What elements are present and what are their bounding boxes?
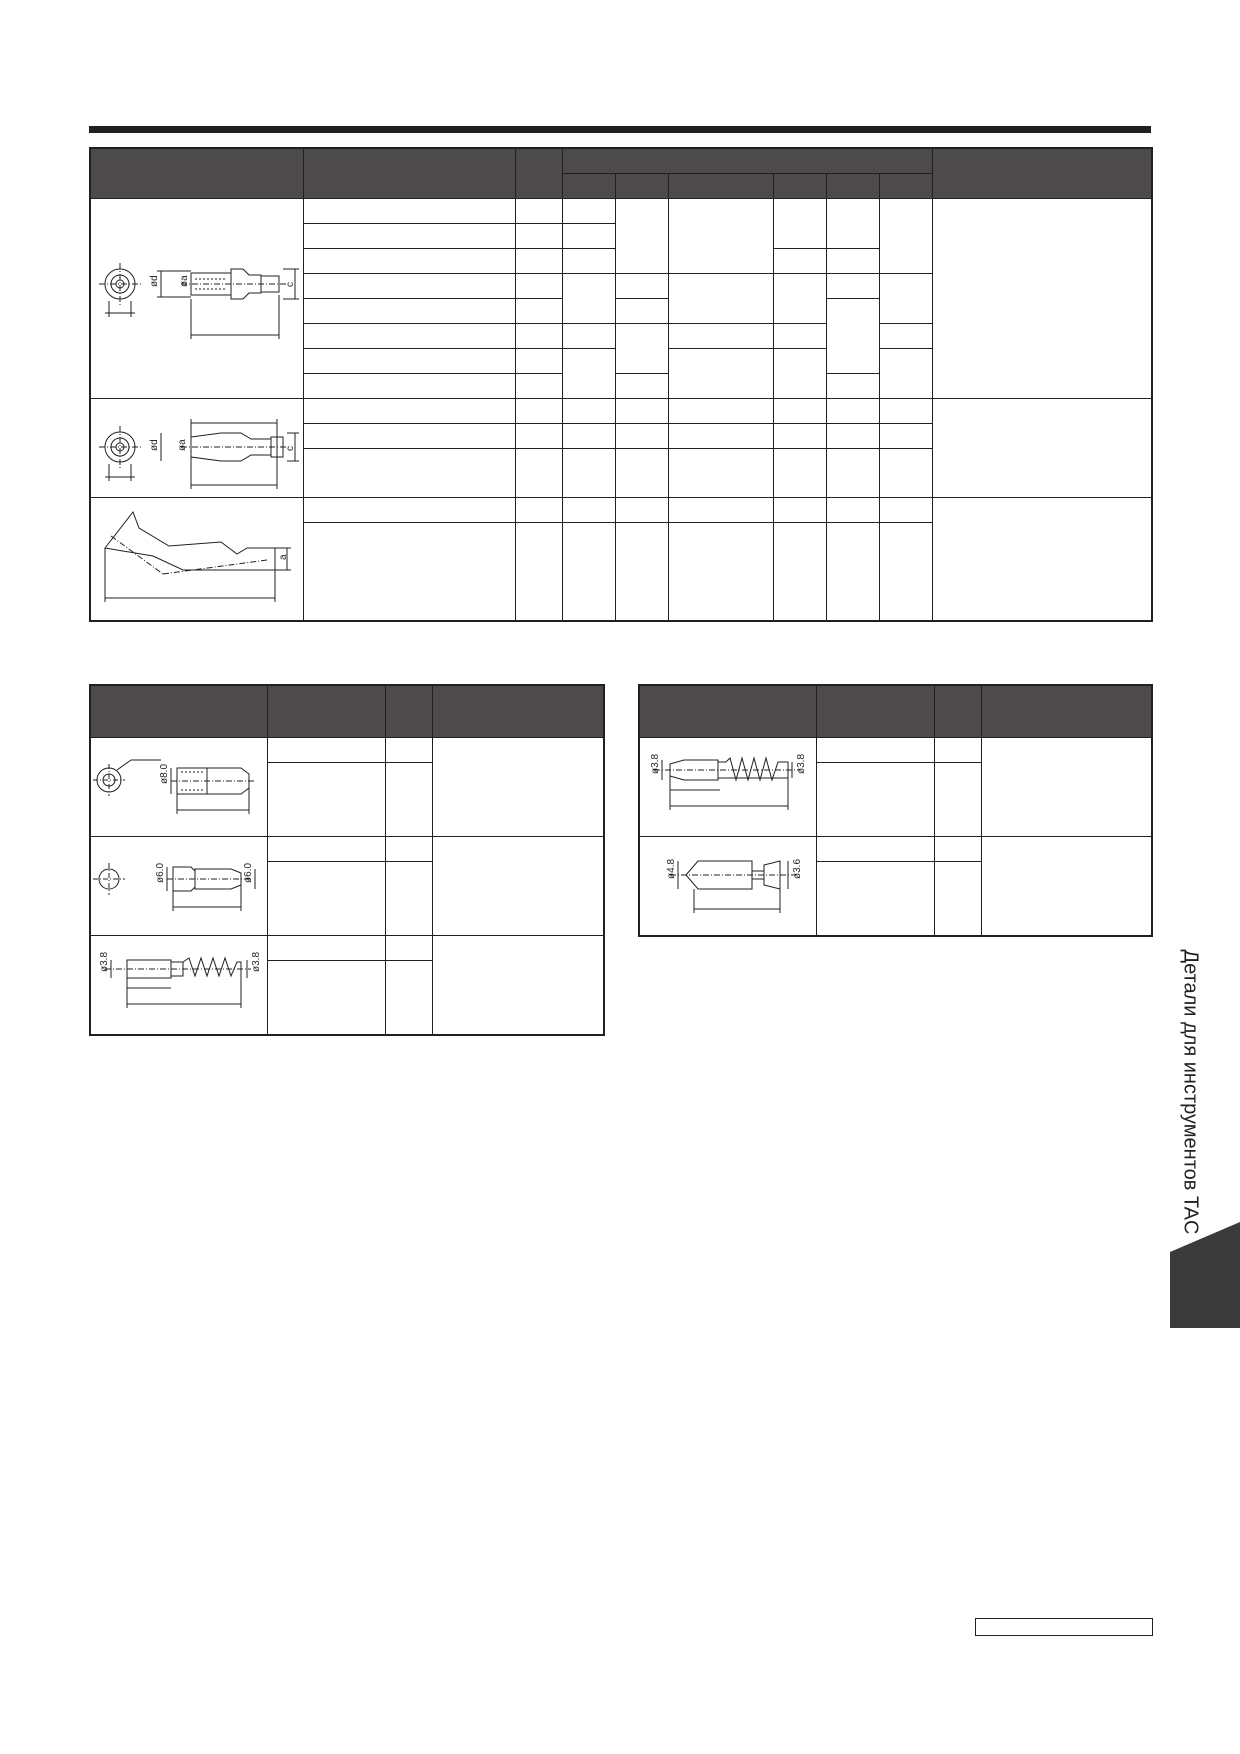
table-cell xyxy=(267,737,385,762)
table-cell xyxy=(816,861,934,935)
drawing-cell-2 xyxy=(90,398,303,497)
table-cell xyxy=(267,960,385,1034)
drawing-cell-1 xyxy=(90,198,303,398)
table-cell xyxy=(934,762,981,836)
header-subcell xyxy=(668,173,773,198)
dim-label: ød xyxy=(149,275,160,287)
table-cell xyxy=(981,836,1152,936)
drawing-cell-l1 xyxy=(90,737,267,836)
table-cell xyxy=(668,497,773,522)
part-drawing-2 xyxy=(91,399,302,497)
table-cell xyxy=(515,198,562,223)
table-cell xyxy=(267,935,385,960)
table-cell xyxy=(562,522,615,620)
part-drawing-1 xyxy=(91,199,302,397)
table-cell xyxy=(932,398,1152,497)
header-subcell xyxy=(615,173,668,198)
table-cell xyxy=(668,198,773,273)
part-drawing-3 xyxy=(91,498,302,620)
table-cell xyxy=(303,223,515,248)
drawing-cell-3 xyxy=(90,497,303,621)
table-cell xyxy=(303,398,515,423)
table-cell xyxy=(562,423,615,448)
section-title-text: Детали для инструментов TAC xyxy=(1179,949,1202,1235)
table-cell xyxy=(303,497,515,522)
table-cell xyxy=(562,198,615,223)
table-cell xyxy=(668,348,773,398)
table-cell xyxy=(303,298,515,323)
table-cell xyxy=(879,497,932,522)
table-cell xyxy=(826,198,879,248)
table-cell xyxy=(303,323,515,348)
table-cell xyxy=(562,273,615,323)
table-cell xyxy=(385,861,432,935)
dim-label: ød xyxy=(149,438,160,451)
dim-label: ø6.0 xyxy=(243,862,254,883)
table-cell xyxy=(615,423,668,448)
table-cell xyxy=(773,198,826,248)
drawing-cell-l2 xyxy=(90,836,267,935)
table-cell xyxy=(432,935,604,1035)
table-cell xyxy=(303,423,515,448)
drawing-cell-l3 xyxy=(90,935,267,1035)
table-cell xyxy=(934,737,981,762)
table-cell xyxy=(826,497,879,522)
header-group-cell xyxy=(562,148,932,173)
part-drawing-l1 xyxy=(91,738,266,836)
table-cell xyxy=(562,248,615,273)
table-cell xyxy=(668,423,773,448)
header-subcell xyxy=(826,173,879,198)
table-cell xyxy=(773,448,826,497)
table-cell xyxy=(615,398,668,423)
table-cell xyxy=(515,348,562,373)
table-cell xyxy=(562,398,615,423)
dim-label: øa xyxy=(179,275,190,287)
dim-label: c xyxy=(285,445,296,451)
dim-label: a xyxy=(278,553,289,560)
dim-label: ø3.8 xyxy=(796,753,807,774)
table-cell xyxy=(773,398,826,423)
table-cell xyxy=(879,198,932,273)
section-tab-shape xyxy=(1170,1222,1240,1328)
header-cell xyxy=(981,685,1152,737)
header-subcell xyxy=(773,173,826,198)
header-cell xyxy=(816,685,934,737)
header-cell xyxy=(432,685,604,737)
table-cell xyxy=(515,398,562,423)
part-drawing-r1 xyxy=(640,738,815,836)
table-cell xyxy=(385,935,432,960)
table-cell xyxy=(668,522,773,620)
dim-label: ø3.8 xyxy=(650,753,661,774)
table-cell xyxy=(826,273,879,298)
table-cell xyxy=(879,398,932,423)
table-cell xyxy=(981,737,1152,836)
dim-label: ø4.8 xyxy=(666,858,677,879)
table-cell xyxy=(826,398,879,423)
table-cell xyxy=(932,497,1152,621)
dim-label: ø3.6 xyxy=(792,858,803,879)
dim-label: øa xyxy=(177,438,188,451)
header-cell xyxy=(934,685,981,737)
header-cell xyxy=(303,148,515,198)
table-cell xyxy=(303,248,515,273)
table-cell xyxy=(879,323,932,348)
table-cell xyxy=(668,448,773,497)
table-cell xyxy=(515,223,562,248)
header-cell xyxy=(385,685,432,737)
table-cell xyxy=(515,497,562,522)
section-title-vertical xyxy=(1170,949,1210,1235)
table-cell xyxy=(773,248,826,273)
table-cell xyxy=(303,198,515,223)
right-parts-table xyxy=(638,684,1153,937)
left-parts-table xyxy=(89,684,605,1036)
table-cell xyxy=(826,448,879,497)
table-cell xyxy=(615,198,668,273)
header-cell xyxy=(932,148,1152,198)
table-cell xyxy=(773,323,826,348)
table-cell xyxy=(879,423,932,448)
dim-label: ø3.8 xyxy=(251,951,262,972)
table-cell xyxy=(303,448,515,497)
table-cell xyxy=(515,298,562,323)
table-cell xyxy=(668,323,773,348)
table-cell xyxy=(826,298,879,373)
table-cell xyxy=(826,248,879,273)
header-subcell xyxy=(562,173,615,198)
part-drawing-l2 xyxy=(91,837,266,935)
table-cell xyxy=(668,398,773,423)
header-subcell xyxy=(879,173,932,198)
table-cell xyxy=(385,762,432,836)
table-cell xyxy=(267,762,385,836)
table-cell xyxy=(515,522,562,620)
table-cell xyxy=(432,737,604,836)
table-cell xyxy=(515,423,562,448)
table-cell xyxy=(615,298,668,323)
table-cell xyxy=(515,248,562,273)
table-cell xyxy=(385,836,432,861)
table-cell xyxy=(816,762,934,836)
table-cell xyxy=(303,273,515,298)
table-cell xyxy=(562,448,615,497)
table-cell xyxy=(303,348,515,373)
table-cell xyxy=(267,836,385,861)
table-cell xyxy=(826,423,879,448)
drawing-cell-r1 xyxy=(639,737,816,836)
page-number-box xyxy=(975,1618,1153,1636)
table-cell xyxy=(932,198,1152,398)
dim-label: c xyxy=(285,282,296,287)
table-cell xyxy=(879,273,932,323)
table-cell xyxy=(562,323,615,348)
table-cell xyxy=(562,497,615,522)
table-cell xyxy=(773,273,826,323)
top-rule xyxy=(89,126,1151,133)
table-cell xyxy=(615,373,668,398)
table-cell xyxy=(773,522,826,620)
table-cell xyxy=(562,223,615,248)
header-cell xyxy=(90,685,267,737)
table-cell xyxy=(615,273,668,298)
header-cell xyxy=(267,685,385,737)
table-cell xyxy=(515,373,562,398)
table-cell xyxy=(515,323,562,348)
section-tab xyxy=(1170,1222,1240,1328)
dim-label: ø6.0 xyxy=(155,862,166,883)
table-cell xyxy=(934,836,981,861)
table-cell xyxy=(303,522,515,620)
table-cell xyxy=(934,861,981,935)
table-cell xyxy=(385,960,432,1034)
table-cell xyxy=(826,373,879,398)
table-cell xyxy=(773,423,826,448)
header-cell xyxy=(90,148,303,198)
table-cell xyxy=(816,737,934,762)
header-cell xyxy=(515,148,562,198)
table-cell xyxy=(826,522,879,620)
dim-label: ø3.8 xyxy=(99,951,110,972)
part-drawing-r2 xyxy=(640,837,815,935)
table-cell xyxy=(515,448,562,497)
table-cell xyxy=(879,448,932,497)
main-spec-table xyxy=(89,147,1153,622)
table-cell xyxy=(615,522,668,620)
table-cell xyxy=(615,497,668,522)
dim-label: ø8.0 xyxy=(159,763,170,784)
table-cell xyxy=(816,836,934,861)
table-cell xyxy=(879,348,932,398)
drawing-cell-r2 xyxy=(639,836,816,936)
table-cell xyxy=(773,348,826,398)
table-cell xyxy=(515,273,562,298)
header-cell xyxy=(639,685,816,737)
table-cell xyxy=(267,861,385,935)
table-cell xyxy=(615,448,668,497)
part-drawing-l3 xyxy=(91,936,266,1034)
table-cell xyxy=(773,497,826,522)
table-cell xyxy=(385,737,432,762)
table-cell xyxy=(562,348,615,398)
table-cell xyxy=(432,836,604,935)
table-cell xyxy=(615,323,668,373)
table-cell xyxy=(303,373,515,398)
table-cell xyxy=(668,273,773,323)
table-cell xyxy=(879,522,932,620)
